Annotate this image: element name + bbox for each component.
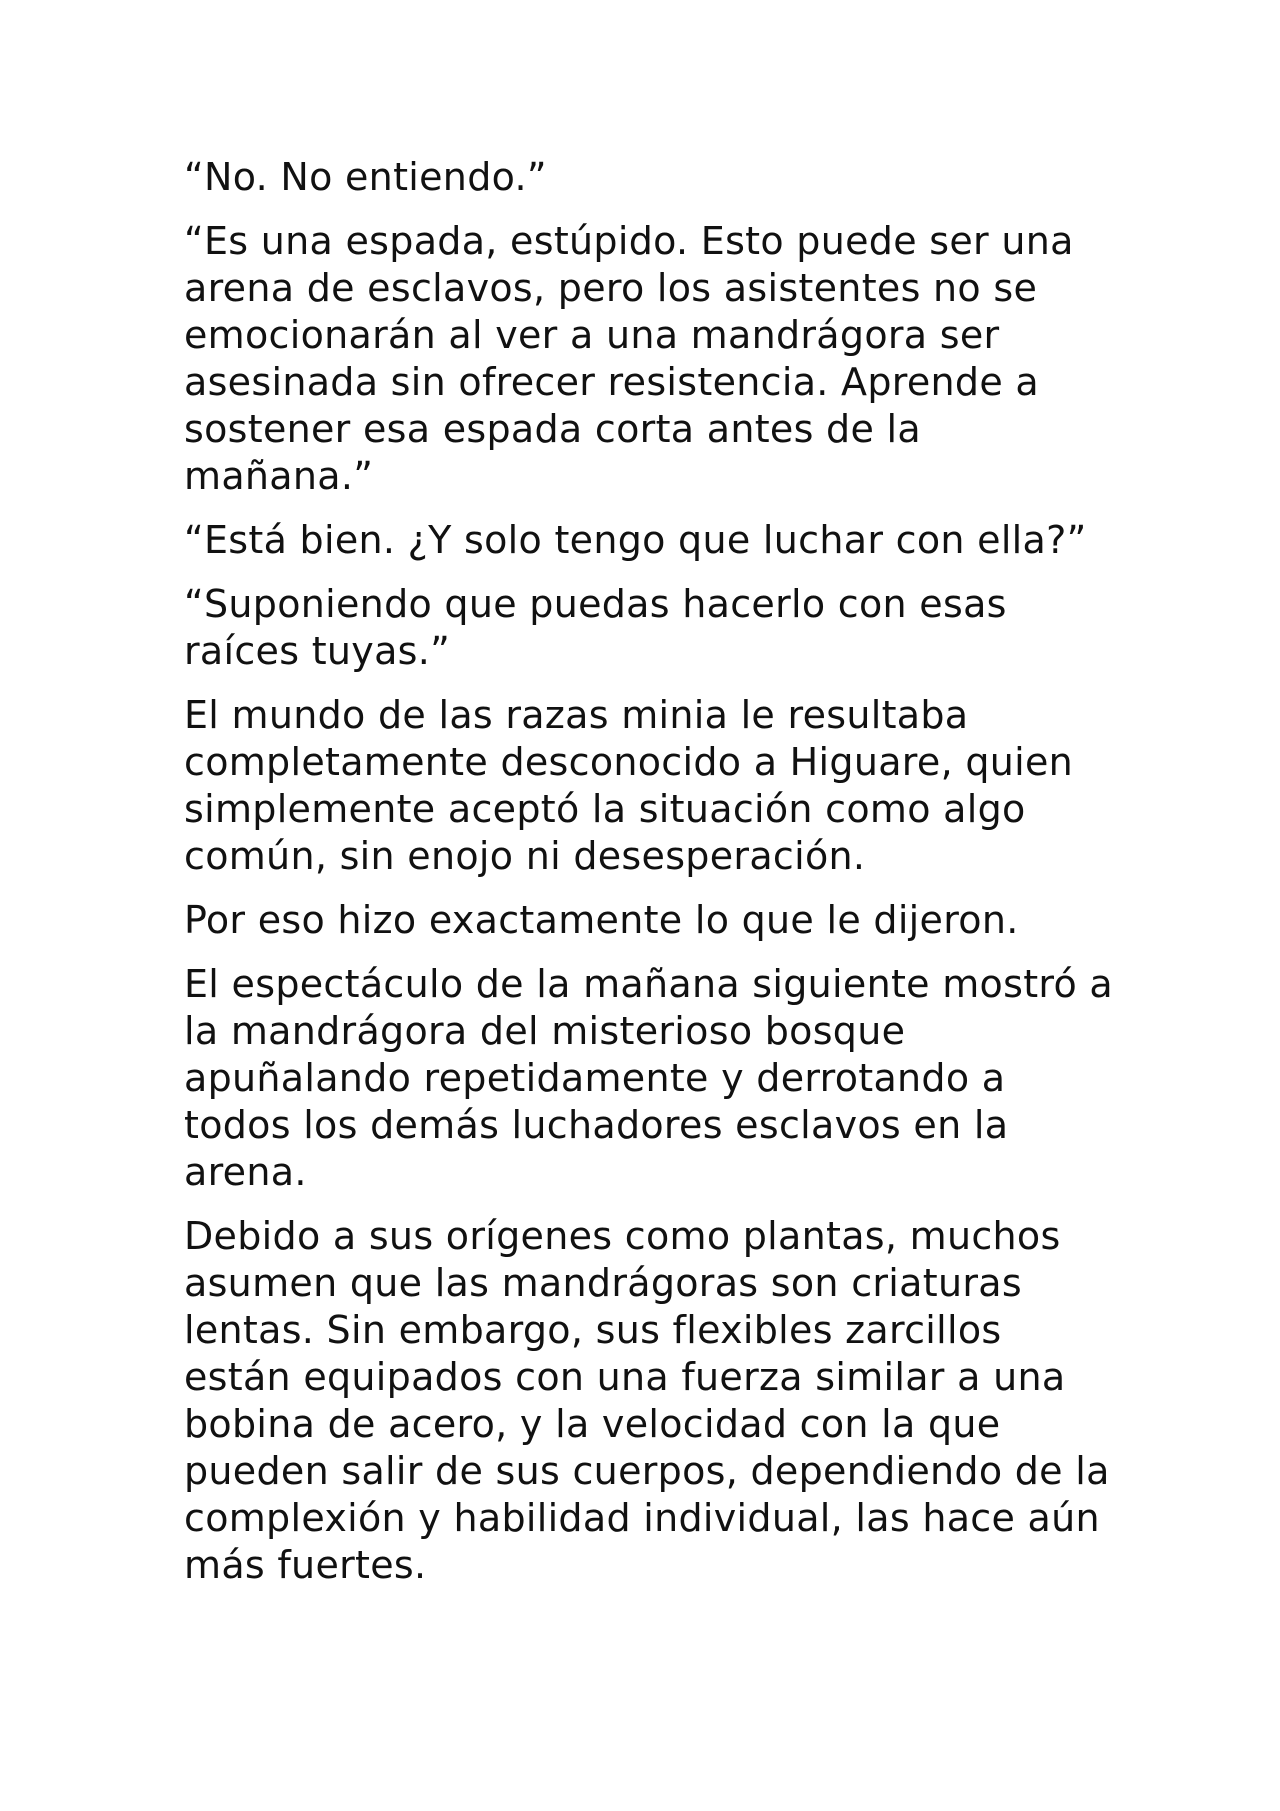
paragraph-dialogue: “Está bien. ¿Y solo tengo que luchar con ella?”: [184, 518, 1087, 562]
paragraph-narration: El mundo de las razas minia le resultaba completamente desconocido a Higuare, quien simplemente aceptó la situación como algo común, sin enojo ni desesperación.: [184, 693, 1074, 878]
paragraph-narration: Por eso hizo exactamente lo que le dijeron.: [184, 898, 1019, 942]
paragraph-narration: El espectáculo de la mañana siguiente mostró a la mandrágora del misterioso bosque apuñalando repetidamente y derrotando a todos los demás luchadores esclavos en la arena.: [184, 962, 1113, 1194]
paragraph-dialogue: “No. No entiendo.”: [184, 155, 547, 199]
paragraph-dialogue: “Suponiendo que puedas hacerlo con esas raíces tuyas.”: [184, 582, 1007, 673]
body-text: [184, 154, 1114, 1606]
paragraph-narration: Debido a sus orígenes como plantas, muchos asumen que las mandrágoras son criaturas lentas. Sin embargo, sus flexibles zarcillos están equipados con una fuerza similar a una bobina de acero, y la velocidad con la que pueden salir de sus cuerpos, dependiendo de la complexión y habilidad individual, las hace aún más fuertes.: [184, 1214, 1110, 1587]
paragraph-dialogue: “Es una espada, estúpido. Esto puede ser una arena de esclavos, pero los asistentes no se emocionarán al ver a una mandrágora ser asesinada sin ofrecer resistencia. Aprende a sostener esa espada corta antes de la mañana.”: [184, 219, 1074, 498]
